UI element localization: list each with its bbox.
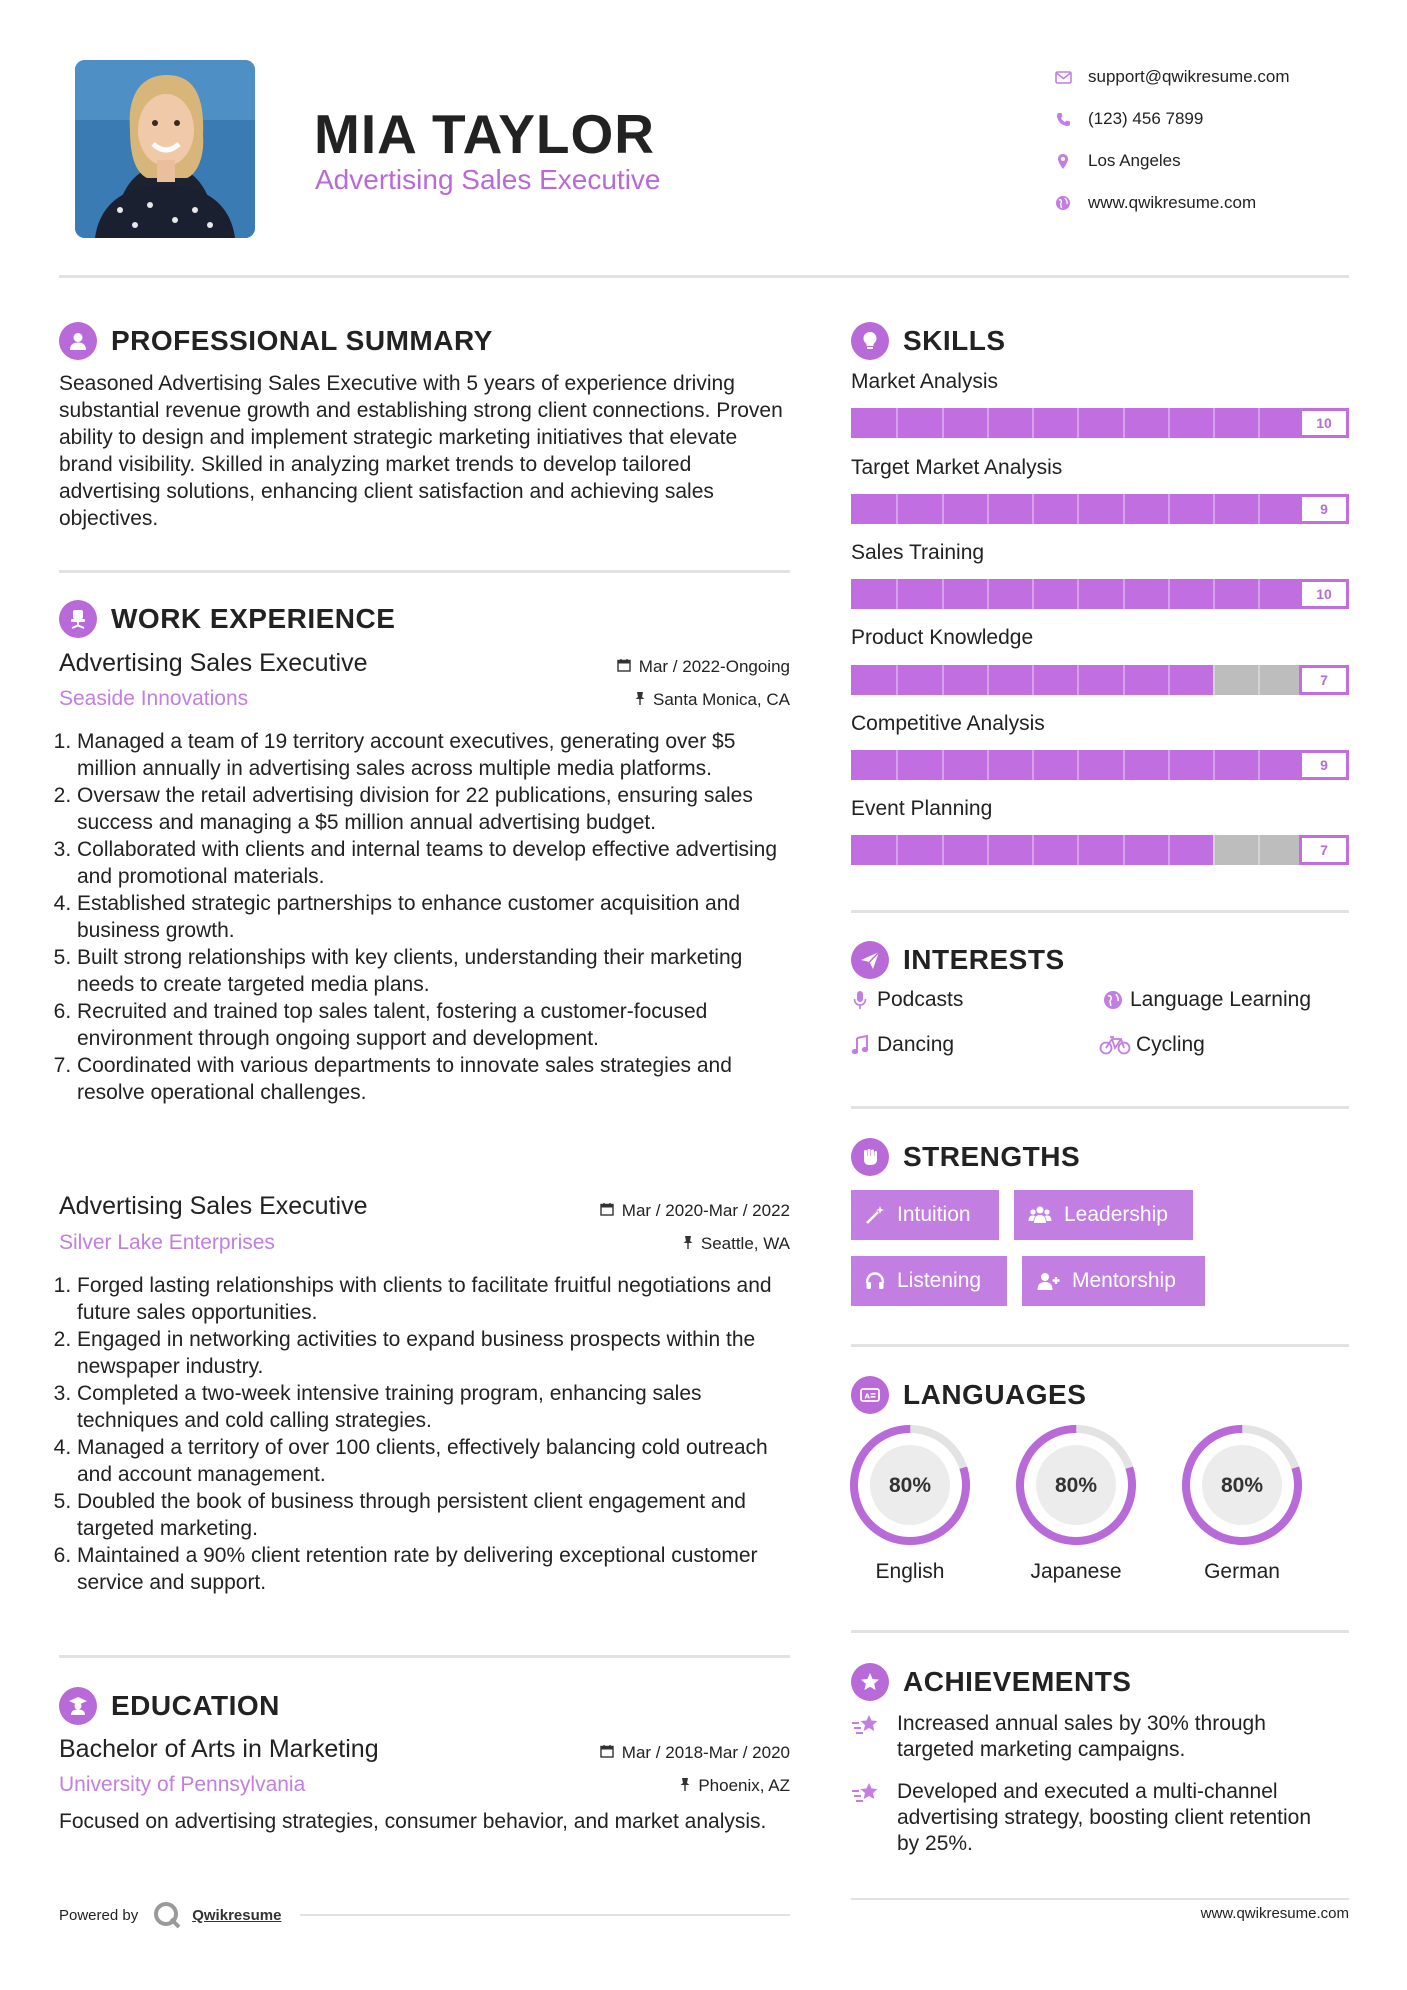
job-1-location-text: Santa Monica, CA — [652, 690, 790, 709]
skill-bar-segment — [1168, 750, 1170, 780]
skill-bar-segment — [1077, 579, 1079, 609]
paper-plane-icon — [851, 941, 889, 979]
languages-title: LANGUAGES — [903, 1379, 1087, 1410]
interest-label: Language Learning — [1130, 988, 1312, 1011]
job-2-duties — [57, 1272, 792, 1596]
map-pin-icon — [1050, 153, 1076, 170]
job-2-title: Advertising Sales Executive — [59, 1192, 368, 1220]
footer-divider-right — [851, 1898, 1349, 1900]
skill-bar-segment — [942, 579, 944, 609]
skill-bar-segment — [1168, 494, 1170, 524]
skills-title: SKILLS — [903, 325, 1006, 356]
skill-bar-segment — [1258, 750, 1260, 780]
bicycle-icon — [1098, 1035, 1132, 1055]
strengths-heading — [851, 1138, 1080, 1176]
interest-label: Cycling — [1136, 1033, 1205, 1056]
contact-email-text: support@qwikresume.com — [1088, 67, 1290, 86]
pushpin-icon — [680, 1776, 690, 1796]
skill-bar-segment — [1123, 835, 1125, 865]
experience-divider — [59, 1655, 790, 1658]
language-percent: 80% — [888, 1474, 932, 1497]
duty-item: 1. Managed a team of 19 territory account executives, generating over $5 million annually in advertising sales across multiple media platforms. — [77, 728, 792, 782]
summary-title: PROFESSIONAL SUMMARY — [111, 325, 493, 356]
qwikresume-link[interactable]: Qwikresume — [192, 1906, 282, 1924]
magic-wand-icon — [865, 1205, 885, 1225]
duty-item: 3. Completed a two-week intensive training program, enhancing sales techniques and cold calling strategies. — [77, 1380, 792, 1434]
summary-divider — [59, 570, 790, 573]
skill-bar-segment — [1168, 579, 1170, 609]
strength-label: Intuition — [897, 1203, 971, 1226]
interests-title: INTERESTS — [903, 944, 1065, 975]
calendar-icon — [600, 1201, 614, 1221]
user-plus-icon — [1036, 1271, 1060, 1291]
skill-name: Target Market Analysis — [851, 456, 1063, 479]
duty-item: 4. Managed a territory of over 100 clients, effectively balancing cold outreach and account management. — [77, 1434, 792, 1488]
achievement-item — [851, 1779, 1321, 1857]
skill-bar-segment — [896, 408, 898, 438]
microphone-icon — [847, 990, 873, 1010]
skill-score: 7 — [1299, 835, 1349, 865]
strength-tag-listening — [851, 1256, 1007, 1306]
raised-fist-icon — [851, 1138, 889, 1176]
powered-by — [59, 1900, 281, 1930]
strengths-divider — [851, 1344, 1349, 1347]
phone-icon — [1050, 112, 1076, 127]
skill-bar-segment — [1258, 408, 1260, 438]
language-name: German — [1204, 1560, 1280, 1583]
headphones-icon — [865, 1271, 885, 1291]
skill-bar-segment — [1123, 579, 1125, 609]
skill-bar-segment — [1123, 665, 1125, 695]
skill-bar-segment — [942, 665, 944, 695]
job-2-dates — [480, 1201, 790, 1221]
language-card-icon — [851, 1376, 889, 1414]
pushpin-icon — [683, 1234, 693, 1254]
interest-item-cycling — [1098, 1033, 1205, 1057]
achievements-title: ACHIEVEMENTS — [903, 1666, 1132, 1697]
interests-divider — [851, 1106, 1349, 1109]
skill-bar-segment — [1077, 408, 1079, 438]
skill-bar-segment — [1213, 579, 1215, 609]
skill-bar-segment — [896, 494, 898, 524]
skill-bar-segment — [1213, 408, 1215, 438]
office-chair-icon — [59, 600, 97, 638]
skill-bar-segment — [987, 750, 989, 780]
language-name: English — [875, 1560, 945, 1583]
skills-divider — [851, 910, 1349, 913]
languages-heading — [851, 1376, 1086, 1414]
lightbulb-icon — [851, 322, 889, 360]
language-ring — [1015, 1424, 1137, 1546]
skill-bar-segment — [896, 579, 898, 609]
skill-bar-fill — [851, 579, 1349, 609]
contact-location-text: Los Angeles — [1088, 151, 1181, 170]
skill-bar-segment — [1213, 494, 1215, 524]
duty-item: 2. Oversaw the retail advertising division for 22 publications, ensuring sales success and managing a $5 million annual advertising budget. — [77, 782, 792, 836]
strength-label: Leadership — [1064, 1203, 1168, 1226]
interest-item-podcasts — [847, 988, 963, 1012]
experience-title: WORK EXPERIENCE — [111, 603, 396, 634]
language-percent: 80% — [1220, 1474, 1264, 1497]
skill-bar-segment — [1258, 494, 1260, 524]
achievements-heading — [851, 1663, 1131, 1701]
star-badge-icon — [851, 1663, 889, 1701]
education-title: EDUCATION — [111, 1690, 280, 1721]
duty-item: 7. Coordinated with various departments to innovate sales strategies and resolve operational challenges. — [77, 1052, 792, 1106]
skill-score: 10 — [1299, 579, 1349, 609]
globe-icon — [1050, 195, 1076, 211]
job-1-duties — [57, 728, 792, 1106]
header-divider — [59, 275, 1349, 278]
skill-bar-segment — [896, 750, 898, 780]
skill-bar-segment — [1077, 750, 1079, 780]
skill-bar-segment — [1168, 408, 1170, 438]
contact-list — [1050, 56, 1290, 224]
duty-item: 1. Forged lasting relationships with clients to facilitate fruitful negotiations and future sales opportunities. — [77, 1272, 792, 1326]
graduate-icon — [59, 1687, 97, 1725]
skill-bar-fill — [851, 408, 1349, 438]
skill-bar-segment — [987, 835, 989, 865]
skill-bar-segment — [942, 408, 944, 438]
skill-bar-segment — [1123, 408, 1125, 438]
skill-bar — [851, 579, 1349, 609]
skill-bar-segment — [1258, 665, 1260, 695]
summary-heading — [59, 322, 493, 360]
language-ring — [1181, 1424, 1303, 1546]
summary-text: Seasoned Advertising Sales Executive with 5 years of experience driving substantial revenue growth and establishing strong client connections. Proven ability to design and implement strategic marketing initiatives that elevate brand visibility. Skilled in analyzing market trends to develop tailored advertising solutions, enhancing client satisfaction and achieving sales objectives. — [59, 372, 783, 530]
job-2-company: Silver Lake Enterprises — [59, 1231, 275, 1254]
users-icon — [1028, 1205, 1052, 1225]
skill-score: 10 — [1299, 408, 1349, 438]
skill-bar-segment — [1077, 835, 1079, 865]
job-1-dates — [480, 657, 790, 677]
footer-website[interactable]: www.qwikresume.com — [1200, 1905, 1349, 1922]
footer-divider-left — [300, 1914, 790, 1916]
duty-item: 5. Built strong relationships with key clients, understanding their marketing needs to create targeted media plans. — [77, 944, 792, 998]
skill-name: Event Planning — [851, 797, 993, 820]
skill-bar — [851, 835, 1349, 865]
skill-bar-segment — [1032, 835, 1034, 865]
profile-photo — [75, 60, 255, 238]
skill-score: 9 — [1299, 494, 1349, 524]
skill-bar-segment — [1032, 408, 1034, 438]
skill-bar-segment — [1213, 750, 1215, 780]
contact-website[interactable] — [1050, 182, 1290, 224]
language-name: Japanese — [1030, 1560, 1122, 1583]
skill-score: 9 — [1299, 750, 1349, 780]
skill-bar-segment — [1168, 665, 1170, 695]
interests-heading — [851, 941, 1065, 979]
skill-name: Market Analysis — [851, 370, 999, 393]
strengths-title: STRENGTHS — [903, 1141, 1081, 1172]
calendar-icon — [617, 657, 631, 677]
strength-label: Listening — [897, 1269, 982, 1292]
duty-item: 4. Established strategic partnerships to enhance customer acquisition and business growth. — [77, 890, 792, 944]
languages-divider — [851, 1630, 1349, 1633]
language-percent: 80% — [1054, 1474, 1098, 1497]
skill-bar — [851, 494, 1349, 524]
skill-bar — [851, 750, 1349, 780]
envelope-icon — [1050, 71, 1076, 84]
education-dates — [480, 1743, 790, 1763]
job-2-dates-text: Mar / 2020-Mar / 2022 — [621, 1201, 790, 1220]
education-location-text: Phoenix, AZ — [698, 1776, 790, 1795]
skill-bar-segment — [987, 494, 989, 524]
contact-location — [1050, 140, 1290, 182]
duty-item: 6. Recruited and trained top sales talent, fostering a customer-focused environment through ongoing support and development. — [77, 998, 792, 1052]
strength-tag-intuition — [851, 1190, 999, 1240]
globe-icon — [1100, 990, 1126, 1010]
job-1-location — [480, 690, 790, 710]
education-location — [480, 1776, 790, 1796]
education-school: University of Pennsylvania — [59, 1773, 306, 1796]
skill-bar-segment — [1258, 579, 1260, 609]
powered-by-label: Powered by — [59, 1906, 139, 1924]
skill-bar-segment — [1258, 835, 1260, 865]
interest-item-language-learning — [1100, 988, 1311, 1012]
interest-label: Podcasts — [877, 988, 964, 1011]
shooting-star-icon — [851, 1779, 881, 1857]
language-ring — [849, 1424, 971, 1546]
skill-bar-segment — [1213, 665, 1215, 695]
shooting-star-icon — [851, 1711, 881, 1763]
skill-bar-segment — [987, 408, 989, 438]
skill-score: 7 — [1299, 665, 1349, 695]
contact-email[interactable] — [1050, 56, 1290, 98]
education-heading — [59, 1687, 280, 1725]
skill-bar — [851, 665, 1349, 695]
contact-website-text: www.qwikresume.com — [1088, 193, 1257, 212]
skill-bar-segment — [987, 579, 989, 609]
skills-heading — [851, 322, 1006, 360]
achievement-item — [851, 1711, 1321, 1763]
skill-bar-segment — [1032, 665, 1034, 695]
job-1-title: Advertising Sales Executive — [59, 649, 368, 677]
contact-phone-text: (123) 456 7899 — [1088, 109, 1204, 128]
calendar-icon — [600, 1743, 614, 1763]
duty-item: 6. Maintained a 90% client retention rate by delivering exceptional customer service and support. — [77, 1542, 792, 1596]
skill-name: Competitive Analysis — [851, 712, 1045, 735]
duty-item: 5. Doubled the book of business through persistent client engagement and targeted marketing. — [77, 1488, 792, 1542]
education-degree: Bachelor of Arts in Marketing — [59, 1735, 379, 1763]
strength-tag-mentorship — [1022, 1256, 1205, 1306]
skill-bar-segment — [896, 665, 898, 695]
skill-bar-segment — [1168, 835, 1170, 865]
skill-name: Product Knowledge — [851, 626, 1034, 649]
skill-bar — [851, 408, 1349, 438]
education-text: Focused on advertising strategies, consumer behavior, and market analysis. — [59, 1810, 767, 1833]
music-note-icon — [847, 1035, 873, 1055]
duty-item: 3. Collaborated with clients and internal teams to develop effective advertising and promotional materials. — [77, 836, 792, 890]
job-2-location-text: Seattle, WA — [700, 1234, 790, 1253]
interest-label: Dancing — [877, 1033, 955, 1056]
skill-name: Sales Training — [851, 541, 985, 564]
education-dates-text: Mar / 2018-Mar / 2020 — [621, 1743, 790, 1762]
contact-phone[interactable] — [1050, 98, 1290, 140]
pushpin-icon — [635, 690, 645, 710]
achievement-text: Developed and executed a multi-channel advertising strategy, boosting client retention by 25%. — [897, 1780, 1312, 1855]
skill-bar-segment — [1032, 750, 1034, 780]
candidate-role: Advertising Sales Executive — [315, 164, 661, 195]
job-1-company: Seaside Innovations — [59, 687, 249, 710]
duty-item: 2. Engaged in networking activities to expand business prospects within the newspaper industry. — [77, 1326, 792, 1380]
candidate-name: MIA TAYLOR — [314, 103, 656, 165]
user-icon — [59, 322, 97, 360]
svg-text:A: A — [864, 1392, 871, 1401]
skill-bar-segment — [1077, 665, 1079, 695]
strength-tag-leadership — [1014, 1190, 1193, 1240]
qwikresume-logo-icon — [152, 1900, 182, 1930]
skill-bar-segment — [896, 835, 898, 865]
skill-bar-segment — [1213, 835, 1215, 865]
job-2-location — [480, 1234, 790, 1254]
skill-bar-segment — [1032, 579, 1034, 609]
skill-bar-segment — [942, 750, 944, 780]
skill-bar-segment — [1123, 750, 1125, 780]
interest-item-dancing — [847, 1033, 954, 1057]
skill-bar-segment — [942, 835, 944, 865]
experience-heading — [59, 600, 395, 638]
skill-bar-segment — [942, 494, 944, 524]
job-1-dates-text: Mar / 2022-Ongoing — [638, 657, 790, 676]
skill-bar-segment — [1032, 494, 1034, 524]
skill-bar-segment — [1077, 494, 1079, 524]
skill-bar-segment — [1123, 494, 1125, 524]
skill-bar-segment — [987, 665, 989, 695]
achievement-text: Increased annual sales by 30% through targeted marketing campaigns. — [897, 1712, 1266, 1761]
strength-label: Mentorship — [1072, 1269, 1176, 1292]
